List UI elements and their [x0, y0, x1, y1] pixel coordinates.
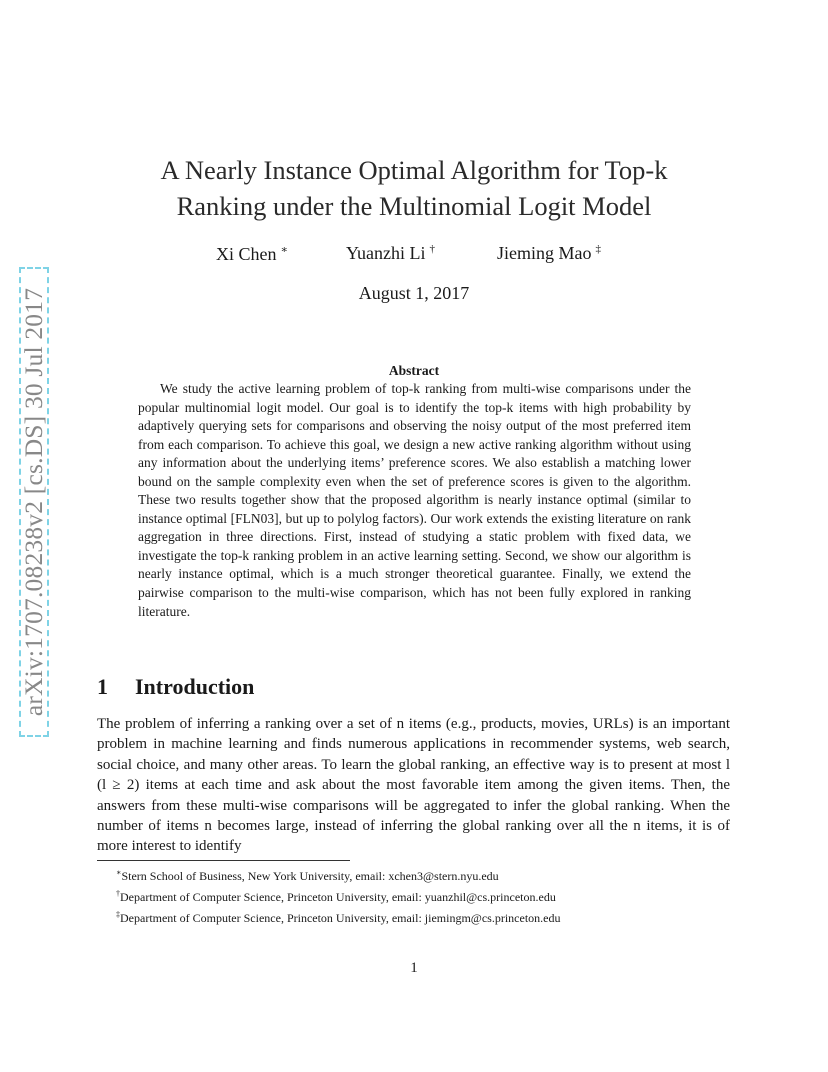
author-name: Xi Chen [216, 244, 277, 264]
footnote-divider [97, 860, 350, 861]
section-title: Introduction [135, 674, 255, 699]
paper-title [0, 152, 828, 224]
author-footnote-mark: ∗ [280, 244, 288, 256]
paper-date: August 1, 2017 [358, 283, 470, 303]
author-1 [216, 243, 288, 265]
page-number: 1 [410, 960, 418, 976]
footnote-list [116, 864, 561, 927]
author-footnote-mark: ‡ [595, 243, 601, 255]
footnote-2 [116, 885, 561, 906]
arxiv-identifier: arXiv:1707.08238v2 [cs.DS] 30 Jul 2017 [19, 287, 48, 717]
title-line-2: Ranking under the Multinomial Logit Model [176, 191, 652, 221]
abstract-heading: Abstract [388, 363, 440, 378]
footnote-text: Department of Computer Science, Princeton University, email: jiemingm@cs.princeton.edu [120, 911, 561, 925]
section-number: 1 [97, 674, 108, 699]
footnote-text: Stern School of Business, New York University, email: xchen3@stern.nyu.edu [121, 869, 499, 883]
author-footnote-mark: † [429, 243, 435, 255]
author-2 [346, 243, 435, 264]
author-3 [497, 243, 601, 264]
footnote-mark: † [116, 889, 120, 898]
title-line-1: A Nearly Instance Optimal Algorithm for Top-k [160, 155, 668, 185]
footnote-mark: ‡ [116, 910, 120, 919]
footnote-1 [116, 864, 561, 885]
abstract-body: We study the active learning problem of top-k ranking from multi-wise comparisons under the popular multinomial logit model. Our goal is to identify the top-k items with high probability by adaptively querying sets for comparisons and observing the noisy output of the most preferred item from each comparison. To achieve this goal, we design a new active ranking algorithm without using any information about the underlying items’ preference scores. We also establish a matching lower bound on the sample complexity even when the set of preference scores is given to the algorithm. These two results together show that the proposed algorithm is nearly instance optimal (similar to instance optimal [FLN03], but up to polylog factors). Our work extends the existing literature on rank aggregation in three directions. First, instead of studying a static problem with fixed data, we investigate the top-k ranking problem in an active learning setting. Second, we show our algorithm is nearly instance optimal, which is a much stronger theoretical guarantee. Finally, we extend the pairwise comparison to the multi-wise comparison, which has not been fully explored in ranking literature. [138, 381, 691, 619]
footnote-text: Department of Computer Science, Princeton University, email: yuanzhil@cs.princeton.edu [120, 890, 556, 904]
footnote-mark: ∗ [116, 868, 122, 877]
section-heading [97, 674, 254, 700]
section-body: The problem of inferring a ranking over a set of n items (e.g., products, movies, URLs) is an important problem in machine learning and finds numerous applications in recommender systems, web search, social choice, and many other areas. To learn the global ranking, an effective way is to present at most l (l ≥ 2) items at each time and ask about the most favorable item among the given items. Then, the answers from these multi-wise comparisons will be aggregated to infer the global ranking. When the number of items n becomes large, instead of inferring the global ranking over all the n items, it is of more interest to identify [97, 716, 730, 855]
author-name: Jieming Mao [497, 243, 592, 263]
footnote-3 [116, 906, 561, 927]
author-name: Yuanzhi Li [346, 243, 426, 263]
